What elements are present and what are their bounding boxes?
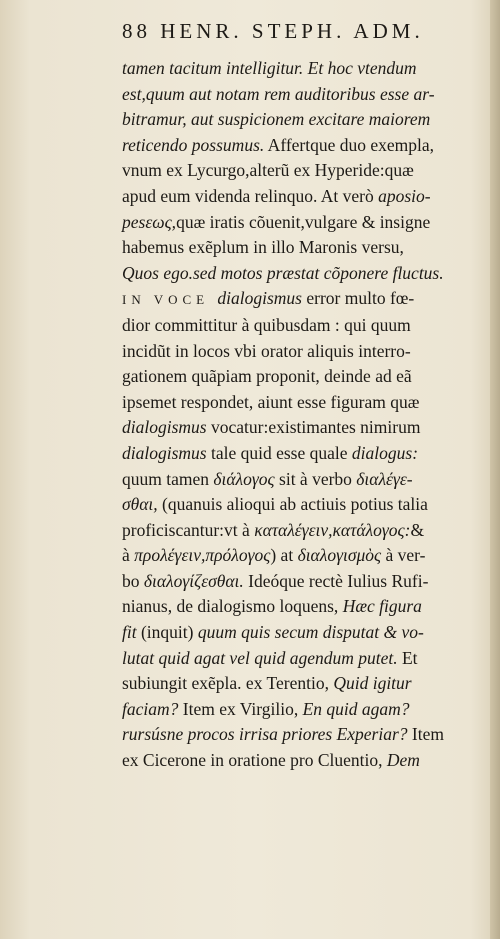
roman-span: à ver- [381,545,426,566]
roman-span: Item ex Virgilio, [178,698,303,719]
text-line [122,364,492,390]
text-line [122,107,492,133]
italic-span: En quid agam? [302,698,410,719]
text-line [122,646,492,672]
roman-span: & [410,519,425,540]
text-line [122,697,492,723]
text-line [122,390,492,416]
roman-span: quum tamen [122,468,214,489]
roman-span: incidũt in locos vbi orator aliquis interro- [122,340,411,361]
roman-span: Ideóque rectè Iulius Rufi- [243,570,429,591]
text-line [122,671,492,697]
italic-span: tamen tacitum intelligitur. Et hoc vtendum [122,58,417,78]
text-line [122,569,492,595]
italic-span: quum quis secum disputat & vo- [197,622,424,643]
italic-span: Hæc figura [342,596,422,617]
body-text [122,56,492,774]
text-line [122,133,492,159]
roman-span: habemus exẽplum in illo Maronis versu, [122,237,404,258]
text-line [122,339,492,365]
text-line [122,158,492,184]
roman-span: ex Cicerone in oratione pro Cluentio, [122,750,387,771]
italic-span: σθαι, [122,494,158,515]
italic-span: dialogus: [351,442,419,463]
italic-span: Quos ego.sed motos præstat cõponere fluctus. [122,262,444,283]
roman-span: gationem quãpiam proponit, deinde ad eã [122,366,412,387]
roman-span: ipsemet respondet, aiunt esse figuram quæ [122,391,420,412]
italic-span: dialogismus [122,442,207,463]
text-line [122,313,492,339]
text-line [122,56,492,82]
small-caps-span: IN VOCE [122,292,218,308]
roman-span: nianus, de dialogismo loquens, [122,596,343,617]
roman-span: à [122,545,135,566]
text-line [122,286,492,313]
text-line [122,543,492,569]
italic-span: Dem [386,750,420,771]
roman-span: vnum ex Lycurgo,alterũ ex Hyperide:quæ [122,160,414,181]
text-line [122,235,492,261]
text-line [122,82,492,108]
italic-span: dialogismus [122,417,207,438]
italic-span: est,quum aut notam rem auditoribus esse ar- [122,83,435,104]
italic-span: Quid igitur [333,673,412,694]
roman-span: apud eum videnda relinquo. At verò [122,185,379,206]
text-line [122,518,492,544]
roman-span: dior committitur à quibusdam : qui quum [122,314,411,335]
italic-span: διάλογος [213,468,275,489]
italic-span: διαλογίζεσθαι. [143,570,244,591]
roman-span: (inquit) [136,622,198,643]
text-line [122,415,492,441]
roman-span: tale quid esse quale [206,442,352,463]
roman-span: ) at [270,545,298,566]
italic-span: faciam? [122,698,179,719]
roman-span: subiungit exẽpla. ex Terentio, [122,673,334,694]
italic-span: bitramur, aut suspicionem excitare maiorem [122,109,431,130]
roman-span: (quanuis alioqui ab actiuis potius talia [157,494,428,515]
italic-span: lutat quid agat vel quid agendum putet. [122,647,398,668]
text-line [122,210,492,236]
running-head: 88 HENR. STEPH. ADM. [122,19,424,43]
text-line [122,492,492,518]
text-line [122,748,492,774]
roman-span: vocatur:existimantes nimirum [206,417,421,438]
italic-span: dialogismus [217,288,302,309]
text-line [122,261,492,287]
text-line [122,620,492,646]
roman-span: error multo fœ- [301,288,415,309]
roman-span: Item [407,724,444,745]
roman-span: proficiscantur:vt à [122,519,255,540]
italic-span: διαλογισμὸς [297,545,382,566]
text-line [122,184,492,210]
italic-span: rursúsne procos irrisa priores Experiar? [122,724,408,745]
text-line [122,467,492,493]
italic-span: καταλέγειν,κατάλογος: [254,519,411,540]
text-line [122,441,492,467]
italic-span: aposio- [378,185,431,206]
roman-span: Et [397,647,418,668]
italic-span: fit [122,622,137,643]
roman-span: sit à verbo [274,468,357,489]
roman-span: bo [122,570,144,591]
text-line [122,722,492,748]
italic-span: pesεως, [122,211,177,232]
italic-span: reticendo possumus. [122,134,265,155]
italic-span: προλέγειν,πρόλογος [134,545,271,566]
roman-span: quæ iratis cõuenit,vulgare & insigne [176,211,431,232]
text-line [122,594,492,620]
roman-span: Affertque duo exempla, [264,134,435,155]
text-block [122,16,492,774]
italic-span: διαλέγε- [356,468,413,489]
